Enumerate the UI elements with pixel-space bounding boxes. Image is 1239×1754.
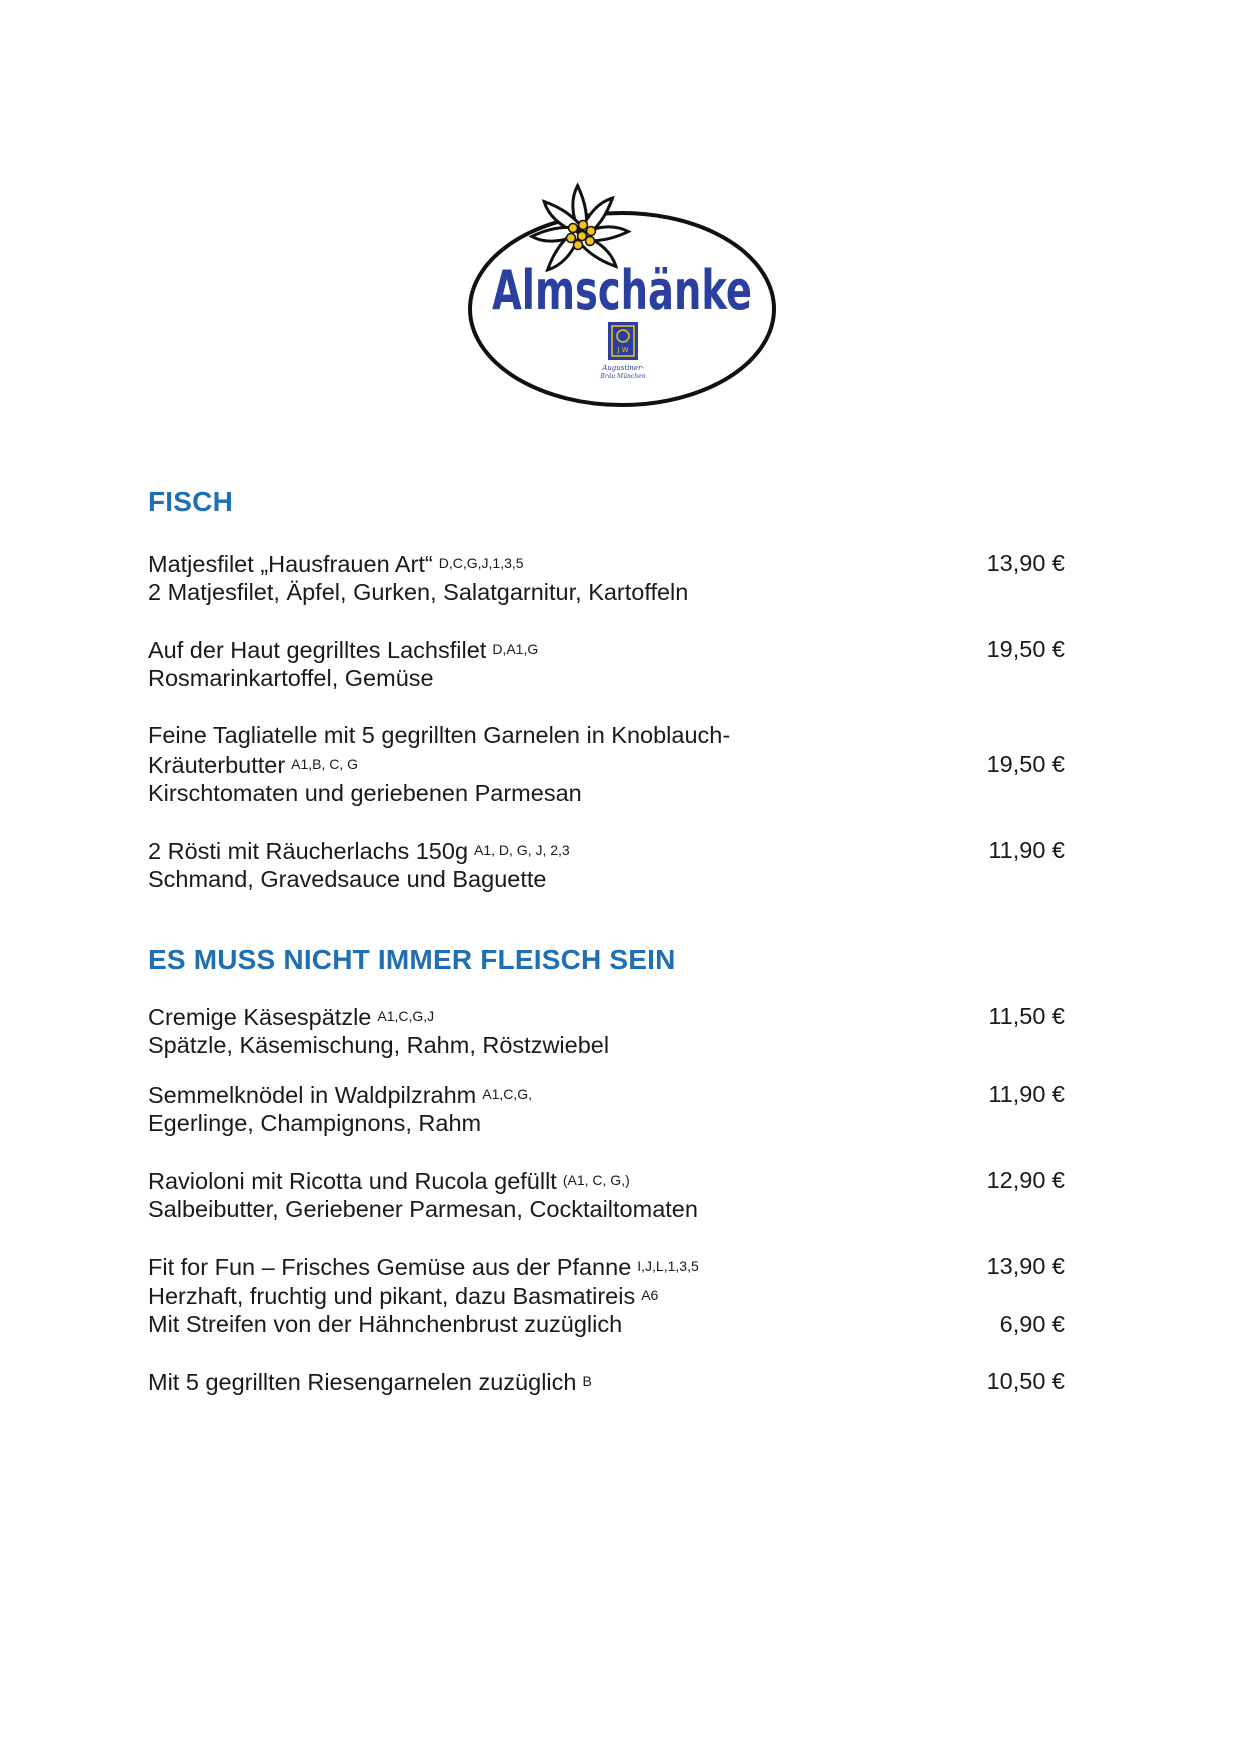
menu-item-line: Matjesfilet „Hausfrauen Art“ D,C,G,J,1,3,5 13,90 €	[148, 550, 1065, 577]
menu-item-description: Rosmarinkartoffel, Gemüse	[148, 665, 434, 691]
menu-item-description: Schmand, Gravedsauce und Baguette	[148, 866, 547, 892]
price: 6,90 €	[999, 1311, 1065, 1337]
svg-text:Bräu München: Bräu München	[600, 373, 646, 380]
allergen-codes: (A1, C, G,)	[562, 1172, 630, 1188]
menu-item-line: Cremige Käsespätzle A1,C,G,J 11,50 €	[148, 1003, 1065, 1030]
menu-item-line: Ravioloni mit Ricotta und Rucola gefüllt (A1, C, G,) 12,90 €	[148, 1167, 1065, 1194]
svg-text:Augustiner-: Augustiner-	[602, 364, 644, 372]
menu-item-description: Spätzle, Käsemischung, Rahm, Röstzwiebel	[148, 1032, 610, 1058]
price: 12,90 €	[986, 1167, 1065, 1193]
svg-text:J W: J W	[617, 346, 629, 354]
menu-item-description: Herzhaft, fruchtig und pikant, dazu Basmatireis A6	[148, 1283, 659, 1309]
menu-item-line: Auf der Haut gegrilltes Lachsfilet D,A1,G 19,50 €	[148, 636, 1065, 663]
allergen-codes: B	[582, 1373, 592, 1389]
logo-wordmark: Almschänke	[492, 259, 752, 322]
price: 13,90 €	[986, 550, 1065, 576]
menu-item-description: Kirschtomaten und geriebenen Parmesan	[148, 780, 582, 806]
price: 11,50 €	[988, 1003, 1065, 1029]
allergen-codes: A6	[641, 1287, 659, 1303]
allergen-codes: D,A1,G	[492, 641, 539, 657]
allergen-codes: D,C,G,J,1,3,5	[438, 555, 524, 571]
allergen-codes: A1,C,G,J	[377, 1008, 435, 1024]
price: 19,50 €	[986, 636, 1065, 662]
allergen-codes: A1, D, G, J, 2,3	[474, 842, 570, 858]
menu-item-line: 2 Rösti mit Räucherlachs 150g A1, D, G, J, 2,3 11,90 €	[148, 837, 1065, 864]
allergen-codes: A1,C,G,	[482, 1086, 533, 1102]
menu-item-description: 2 Matjesfilet, Äpfel, Gurken, Salatgarnitur, Kartoffeln	[148, 579, 689, 605]
section-title-vegetarian: ES MUSS NICHT IMMER FLEISCH SEIN	[148, 944, 676, 975]
price: 11,90 €	[988, 1081, 1065, 1107]
allergen-codes: A1,B, C, G	[291, 756, 359, 772]
menu-item-line: Feine Tagliatelle mit 5 gegrillten Garnelen in Knoblauch-	[148, 722, 731, 748]
menu-item-line: Fit for Fun – Frisches Gemüse aus der Pfanne I,J,L,1,3,5 13,90 €	[148, 1253, 1065, 1280]
price: 19,50 €	[986, 751, 1065, 777]
menu-item-line: Kräuterbutter A1,B, C, G 19,50 €	[148, 751, 1065, 778]
menu-item-description: Egerlinge, Champignons, Rahm	[148, 1110, 482, 1136]
almschaenke-logo	[462, 184, 782, 414]
price: 11,90 €	[988, 837, 1065, 863]
menu-item-line: Mit Streifen von der Hähnchenbrust zuzüglich 6,90 €	[148, 1311, 1065, 1337]
price: 10,50 €	[986, 1368, 1065, 1394]
menu-item-description: Salbeibutter, Geriebener Parmesan, Cocktailtomaten	[148, 1196, 698, 1222]
menu-item-line: Semmelknödel in Waldpilzrahm A1,C,G, 11,90 €	[148, 1081, 1065, 1108]
allergen-codes: I,J,L,1,3,5	[637, 1258, 699, 1274]
section-title-fisch: FISCH	[148, 486, 233, 517]
price: 13,90 €	[986, 1253, 1065, 1279]
menu-item-line: Mit 5 gegrillten Riesengarnelen zuzüglich B 10,50 €	[148, 1368, 1065, 1395]
